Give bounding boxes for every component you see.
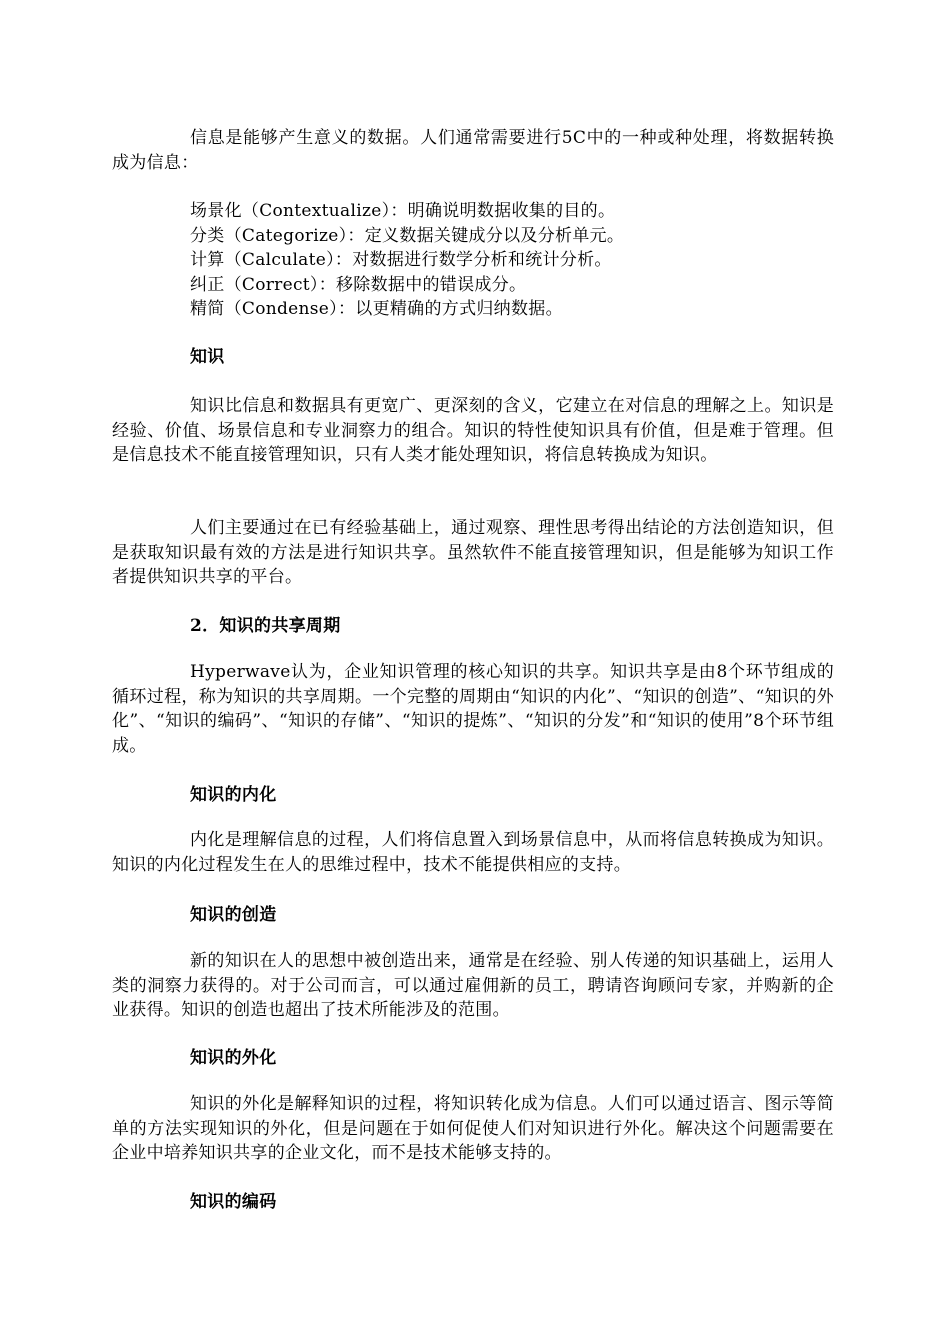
paragraph: 新的知识在人的思想中被创造出来，通常是在经验、别人传递的知识基础上，运用人类的洞察力获得的。对于公司而言，可以通过雇佣新的员工，聘请咨询顾问专家，并购新的企业获得。知识的创造也超出了技术所能涉及的范围。 bbox=[112, 951, 834, 1020]
section-heading: 知识的内化 bbox=[190, 785, 277, 805]
section-heading: 知识 bbox=[190, 347, 225, 367]
list-item: 精简（Condense）：以更精确的方式归纳数据。 bbox=[190, 299, 563, 319]
paragraph: 知识的外化是解释知识的过程，将知识转化成为信息。人们可以通过语言、图示等简单的方法实现知识的外化，但是问题在于如何促使人们对知识进行外化。解决这个问题需要在企业中培养知识共享的企业文化，而不是技术能够支持的。 bbox=[112, 1094, 834, 1163]
list-item: 计算（Calculate）：对数据进行数学分析和统计分析。 bbox=[190, 250, 612, 270]
section-heading: 知识的编码 bbox=[190, 1192, 277, 1212]
paragraph: 人们主要通过在已有经验基础上，通过观察、理性思考得出结论的方法创造知识，但是获取知识最有效的方法是进行知识共享。虽然软件不能直接管理知识，但是能够为知识工作者提供知识共享的平台。 bbox=[112, 518, 834, 587]
section-heading: 2．知识的共享周期 bbox=[190, 616, 341, 636]
list-item: 场景化（Contextualize）：明确说明数据收集的目的。 bbox=[190, 201, 616, 221]
five-c-list bbox=[112, 199, 912, 322]
list-item: 纠正（Correct）：移除数据中的错误成分。 bbox=[190, 274, 527, 295]
list-item: 分类（Categorize）：定义数据关键成分以及分析单元。 bbox=[190, 225, 625, 246]
section-heading: 知识的创造 bbox=[190, 905, 277, 925]
paragraph: 内化是理解信息的过程，人们将信息置入到场景信息中，从而将信息转换成为知识。知识的内化过程发生在人的思维过程中，技术不能提供相应的支持。 bbox=[112, 830, 834, 875]
paragraph: 知识比信息和数据具有更宽广、更深刻的含义，它建立在对信息的理解之上。知识是经验、价值、场景信息和专业洞察力的组合。知识的特性使知识具有价值，但是难于管理。但是信息技术不能直接管理知识，只有人类才能处理知识，将信息转换成为知识。 bbox=[112, 396, 834, 465]
section-heading: 知识的外化 bbox=[190, 1048, 277, 1068]
intro-paragraph: 信息是能够产生意义的数据。人们通常需要进行5C中的一种或种处理，将数据转换成为信息： bbox=[112, 128, 834, 173]
paragraph: Hyperwave认为，企业知识管理的核心知识的共享。知识共享是由8个环节组成的循环过程，称为知识的共享周期。一个完整的周期由“知识的内化”、“知识的创造”、“知识的外化”、“知识的编码”、“知识的存储”、“知识的提炼”、“知识的分发”和“知识的使用”8个环节组成。 bbox=[112, 662, 834, 756]
